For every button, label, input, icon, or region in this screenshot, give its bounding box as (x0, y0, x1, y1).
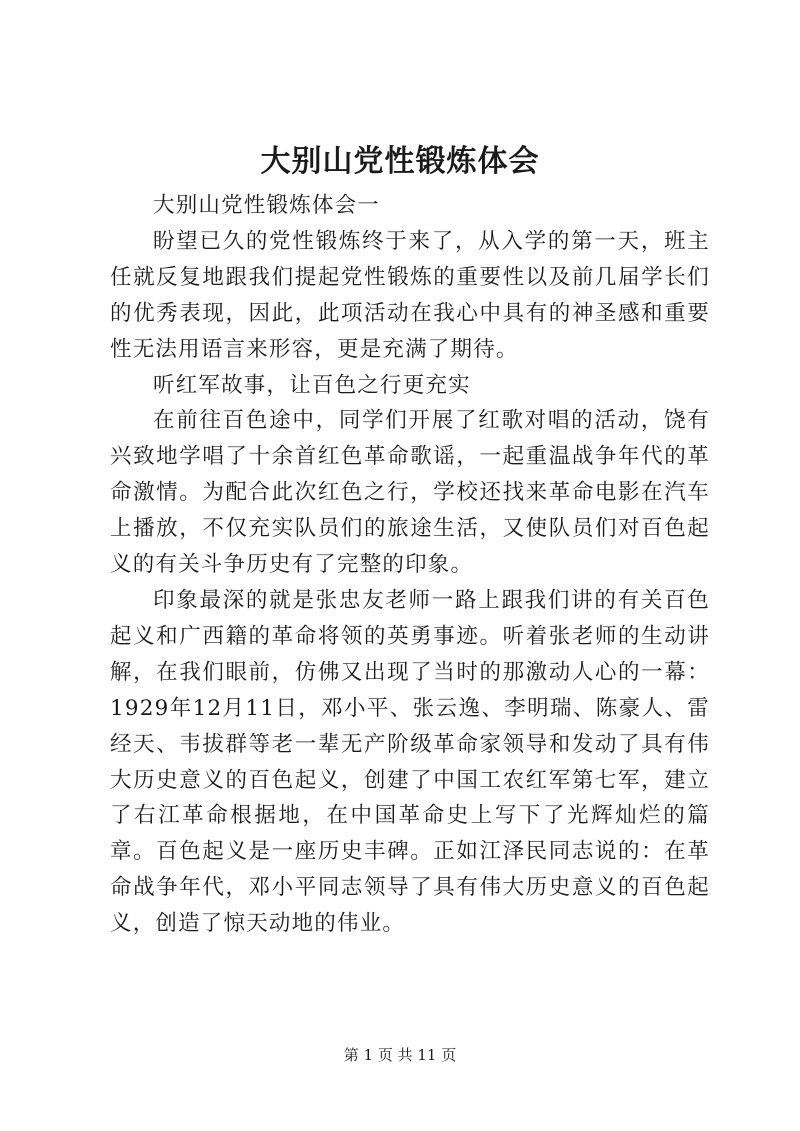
page-footer: 第 1 页 共 11 页 (343, 1046, 457, 1064)
paragraph-1: 盼望已久的党性锻炼终于来了，从入学的第一天，班主任就反复地跟我们提起党性锻炼的重要性以及前几届学长们的优秀表现，因此，此项活动在我心中具有的神圣感和重要性无法用语言来形容，更是充满了期待。 (110, 228, 710, 362)
paragraph-2: 在前往百色途中，同学们开展了红歌对唱的活动，饶有兴致地学唱了十余首红色革命歌谣，一起重温战争年代的革命激情。为配合此次红色之行，学校还找来革命电影在汽车上播放，不仅充实队员们的旅途生活，又使队员们对百色起义的有关斗争历史有了完整的印象。 (110, 408, 710, 578)
document-body (110, 188, 710, 942)
paragraph-3: 印象最深的就是张忠友老师一路上跟我们讲的有关百色起义和广西籍的革命将领的英勇事迹。听着张老师的生动讲解，在我们眼前，仿佛又出现了当时的那激动人心的一幕：1929年12月11日，邓小平、张云逸、李明瑞、陈豪人、雷经天、韦拔群等老一辈无产阶级革命家领导和发动了具有伟大历史意义的百色起义，创建了中国工农红军第七军，建立了右江革命根据地，在中国革命史上写下了光辉灿烂的篇章。百色起义是一座历史丰碑。正如江泽民同志说的：在革命战争年代，邓小平同志领导了具有伟大历史意义的百色起义，创造了惊天动地的伟业。 (110, 587, 710, 937)
section-heading-2: 听红军故事，让百色之行更充实 (153, 372, 471, 398)
document-title: 大别山党性锻炼体会 (260, 144, 540, 179)
section-heading-1: 大别山党性锻炼体会一 (153, 193, 381, 218)
